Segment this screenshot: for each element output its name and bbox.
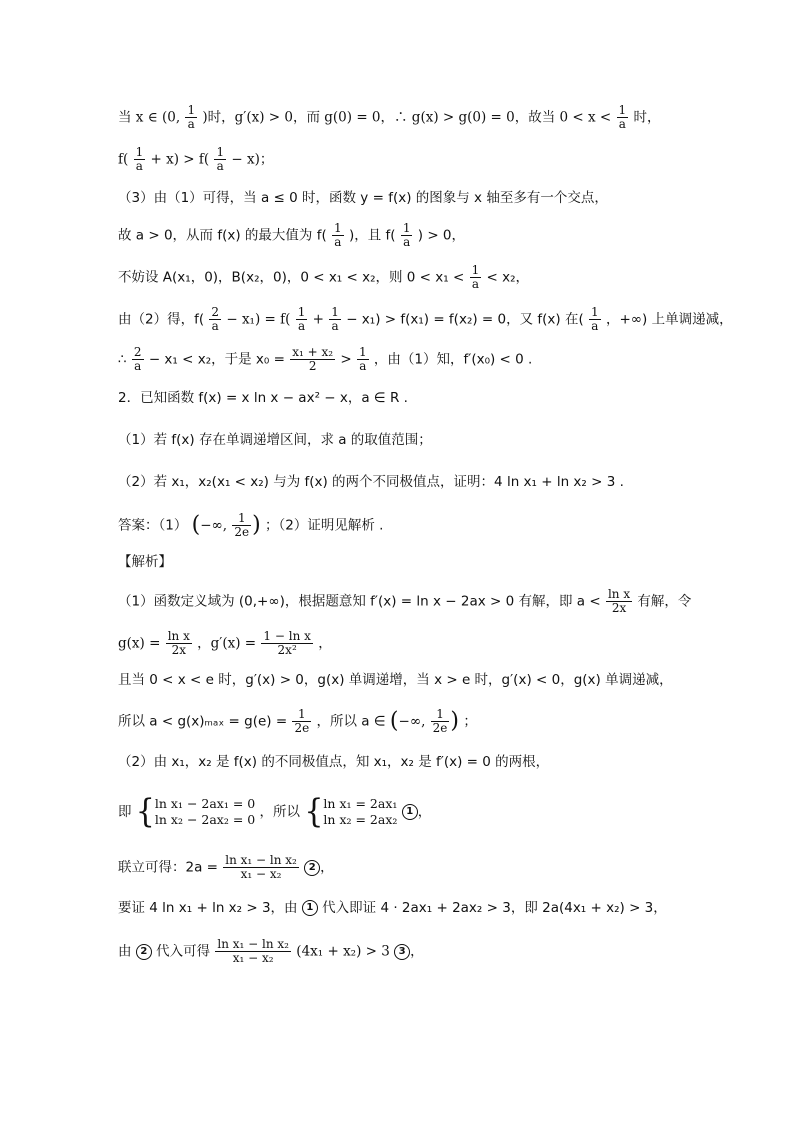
line-text: − x₁ < x₂，于是 x₀ = [148,351,285,368]
math-text: + [312,311,324,328]
denominator: a [211,319,219,333]
text-line-16 [118,708,477,735]
text-line-7 [118,346,532,373]
numerator: 1 [402,221,411,235]
text-line-1 [118,104,660,131]
equation-system [155,796,255,828]
numerator: 1 [297,305,306,319]
line-text: 代入即证 4 · 2ax₁ + 2ax₂ > 3，即 2a(4x₁ + x₂) > 3， [322,900,667,916]
fraction [215,938,291,965]
line-text: 所以 a < g(x)ₘₐₓ = g(e) = [118,713,288,730]
fraction [132,346,144,373]
line-text: 且当 0 < x < e 时，g′(x) > 0，g(x) 单调递增，当 x > e 时，g′(x) < 0，g(x) 单调递减， [118,672,673,688]
math-text: )时，g′(x) > 0，而 g(0) = 0，∴ g(x) > g(0) = 0，故当 0 < x < [202,109,612,126]
line-text: 有解，令 [637,593,692,610]
numerator: 2 [133,345,142,359]
numerator: 1 [471,263,480,277]
line-text: 2．已知函数 f(x) = x ln x − ax² − x，a ∈ R . [118,390,408,406]
fraction [166,630,192,657]
math-text: x ∈ (0, [135,109,181,126]
line-text: （1）函数定义域为 (0,+∞)，根据题意知 f′(x) = ln x − 2ax > 0 有解，即 a < [118,593,601,610]
numerator: 1 [292,708,311,722]
fraction [223,854,299,881]
numerator: 1 [232,512,251,526]
math-text: −∞, [398,713,426,730]
line-text: ， [417,804,432,820]
line-text: 要证 4 ln x₁ + ln x₂ > 3，由 [118,900,298,916]
denominator: a [187,117,195,131]
line-text: 故 a > 0，从而 f(x) 的最大值为 f( [118,227,327,244]
line-text: ) > 0， [417,227,466,244]
fraction [214,146,226,173]
text-line-10 [118,472,624,492]
left-brace: { [304,792,324,831]
line-text: ，由（1）知，f′(x₀) < 0 . [373,351,533,368]
line-text: 不妨设 A(x₁，0)，B(x₂，0)，0 < x₁ < x₂，则 0 < x₁ < [118,269,465,286]
text-line-17 [118,752,549,772]
text-line-21 [118,938,424,965]
numerator: 1 [618,103,627,117]
text-line-20 [118,898,667,918]
fraction [261,630,312,657]
denominator: a [618,117,626,131]
numerator: 2 [211,305,220,319]
fraction [332,222,344,249]
numerator: 1 [331,305,339,319]
numerator: 1 [135,145,144,159]
line-text: （1）若 f(x) 存在单调递增区间，求 a 的取值范围； [118,432,432,448]
text-line-19 [118,854,334,881]
denominator: a [359,359,367,373]
numerator: ln x₁ − ln x₂ [225,853,297,867]
denominator: a [297,319,306,333]
math-text: f( [118,151,129,168]
line-text: 当 [118,109,132,126]
denominator: 2 [308,359,317,373]
fraction [292,708,311,735]
fraction [470,264,482,291]
line-text: 【解析】 [118,554,172,570]
denominator: a [216,159,224,173]
denominator: a [471,277,479,291]
equation: ln x₂ − 2ax₂ = 0 [154,812,256,827]
line-text: ，所以 a ∈ [316,713,386,730]
math-text: ，g′(x) = [197,635,257,652]
denominator: 2e [294,721,310,735]
circled-number: 1 [402,804,418,820]
circled-number: 1 [302,900,318,916]
numerator: 1 − ln x [263,629,311,643]
denominator: x₁ − x₂ [232,951,274,965]
numerator: 1 [591,305,599,319]
text-line-9 [118,430,432,450]
math-text: − x)； [231,151,274,168]
line-text: ； [463,713,477,730]
line-text: 时， [633,109,661,126]
line-text: )，且 f( [348,227,396,244]
paren-open: ( [191,512,201,538]
math-text: − x₁) = f( [226,311,291,328]
circled-number: 3 [394,944,410,960]
line-text: （2）由 x₁，x₂ 是 f(x) 的不同极值点，知 x₁，x₂ 是 f′(x) = 0 的两根， [118,754,550,770]
fraction [329,306,341,333]
denominator: a [591,319,599,333]
left-brace: { [135,792,155,831]
text-line-15 [118,670,673,690]
paren-close: ) [252,512,261,538]
circled-number: 2 [136,944,152,960]
line-text: 即 [118,804,132,820]
line-text: ， [320,859,334,876]
fraction [290,346,335,373]
line-text: （2）若 x₁，x₂(x₁ < x₂) 与为 f(x) 的两个不同极值点，证明：4 ln x₁ + ln x₂ > 3 . [118,474,624,490]
text-line-4 [118,222,465,249]
line-text: 由（2）得，f( [118,311,205,328]
denominator: 2x [171,643,186,657]
numerator: ln x₁ − ln x₂ [217,937,289,951]
math-text: + x) > f( [150,151,210,168]
numerator: x₁ + x₂ [292,345,334,359]
denominator: a [135,159,143,173]
numerator: 1 [334,221,342,235]
paren-close: ) [450,708,460,734]
equation: ln x₁ − 2ax₁ = 0 [154,796,256,811]
numerator: 1 [216,145,225,159]
denominator: 2e [234,525,250,539]
text-line-5 [118,264,529,291]
text-line-6 [118,306,733,333]
line-text: 由 [118,943,132,960]
line-text: < x₂， [486,269,530,286]
numerator: ln x [167,629,190,643]
numerator: 1 [187,103,196,117]
denominator: a [403,235,411,249]
analysis-heading [118,552,172,572]
line-text: ∴ [118,351,127,368]
fraction [185,104,197,131]
denominator: a [334,235,342,249]
math-text: g(x) = [118,635,161,652]
line-text: − x₁) > f(x₁) = f(x₂) = 0，又 f(x) 在( [346,311,584,328]
text-line-14 [118,630,332,657]
numerator: 1 [358,345,367,359]
line-text: ， [410,943,424,960]
numerator: 1 [431,708,450,722]
fraction [296,306,308,333]
denominator: a [134,359,142,373]
equation-system [323,796,397,828]
fraction [134,146,146,173]
text-line-18 [118,792,432,831]
text-line-2 [118,146,273,173]
equation: ln x₂ = 2ax₂ [323,812,398,827]
fraction [357,346,369,373]
line-text: 答案：（1） [118,517,188,534]
denominator: x₁ − x₂ [240,867,282,881]
denominator: 2x² [277,643,297,657]
fraction [431,708,450,735]
denominator: 2e [432,721,448,735]
line-text: 代入可得 [156,943,211,960]
line-text: ， [318,635,332,652]
problem-2-statement [118,388,408,408]
fraction [606,588,632,615]
fraction [617,104,629,131]
denominator: a [331,319,339,333]
fraction [209,306,221,333]
equation: ln x₁ = 2ax₁ [323,796,398,811]
line-text: ，所以 [259,804,301,820]
math-text: (4x₁ + x₂) > 3 [296,943,390,960]
denominator: 2x [611,601,627,615]
line-text: 联立可得：2a = [118,859,218,876]
fraction [232,512,251,539]
text-line-3 [118,188,608,208]
math-text: > [340,351,352,368]
answer-line [118,512,383,539]
fraction [589,306,601,333]
math-text: −∞, [200,517,228,534]
line-text: ；（2）证明见解析 . [265,517,384,534]
fraction [401,222,413,249]
text-line-13 [118,588,691,615]
paren-open: ( [389,708,399,734]
line-text: （3）由（1）可得，当 a ≤ 0 时，函数 y = f(x) 的图象与 x 轴至多有一个交点， [118,190,608,206]
circled-number: 2 [304,860,320,876]
numerator: ln x [607,587,631,601]
line-text: ，+∞) 上单调递减， [605,311,733,328]
